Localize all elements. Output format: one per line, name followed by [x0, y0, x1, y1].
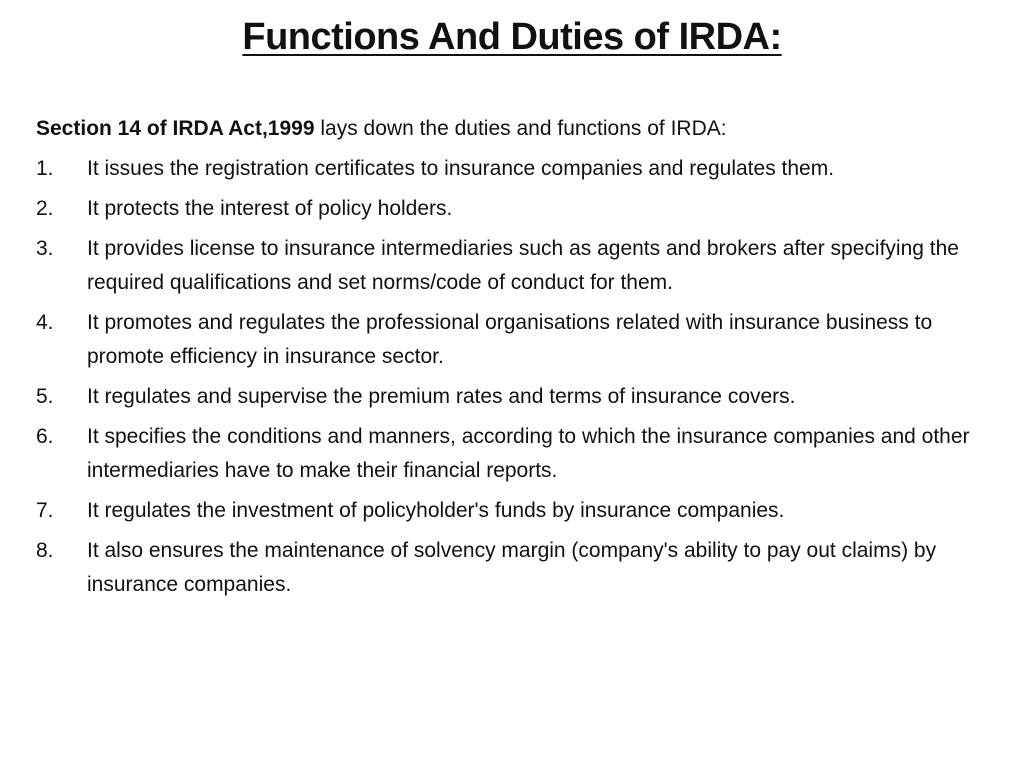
list-item-text: It regulates the investment of policyholder's funds by insurance companies.	[87, 499, 785, 522]
list-item-number: 8.	[36, 539, 54, 562]
slide-body	[36, 112, 988, 608]
list-item-number: 1.	[36, 157, 54, 180]
list-item	[36, 494, 988, 528]
list-item-text: It promotes and regulates the professional organisations related with insurance business to promote efficiency in insurance sector.	[87, 311, 933, 368]
list-item-text: It specifies the conditions and manners, according to which the insurance companies and other intermediaries have to make their financial reports.	[87, 425, 970, 482]
list-item-number: 3.	[36, 237, 54, 260]
list-item-number: 4.	[36, 311, 54, 334]
list-item	[36, 232, 988, 300]
list-item-number: 7.	[36, 499, 54, 522]
slide-title-text: Functions And Duties of IRDA:	[242, 16, 782, 58]
list-item	[36, 192, 988, 226]
list-item	[36, 152, 988, 186]
list-item	[36, 420, 988, 488]
intro-paragraph	[36, 112, 988, 146]
list-item	[36, 534, 988, 602]
intro-text: lays down the duties and functions of IRDA:	[314, 117, 727, 140]
list-item-text: It also ensures the maintenance of solvency margin (company's ability to pay out claims) by insurance companies.	[87, 539, 937, 596]
list-item-text: It protects the interest of policy holders.	[87, 197, 453, 220]
list-item-number: 5.	[36, 385, 54, 408]
list-item-text: It provides license to insurance intermediaries such as agents and brokers after specifying the required qualifications and set norms/code of conduct for them.	[87, 237, 959, 294]
functions-list	[36, 152, 988, 602]
list-item-number: 2.	[36, 197, 54, 220]
list-item-text: It regulates and supervise the premium rates and terms of insurance covers.	[87, 385, 796, 408]
list-item-text: It issues the registration certificates to insurance companies and regulates them.	[87, 157, 835, 180]
list-item-number: 6.	[36, 425, 54, 448]
list-item	[36, 306, 988, 374]
list-item	[36, 380, 988, 414]
intro-bold-reference: Section 14 of IRDA Act,1999	[36, 117, 315, 140]
slide-title	[0, 16, 1024, 59]
